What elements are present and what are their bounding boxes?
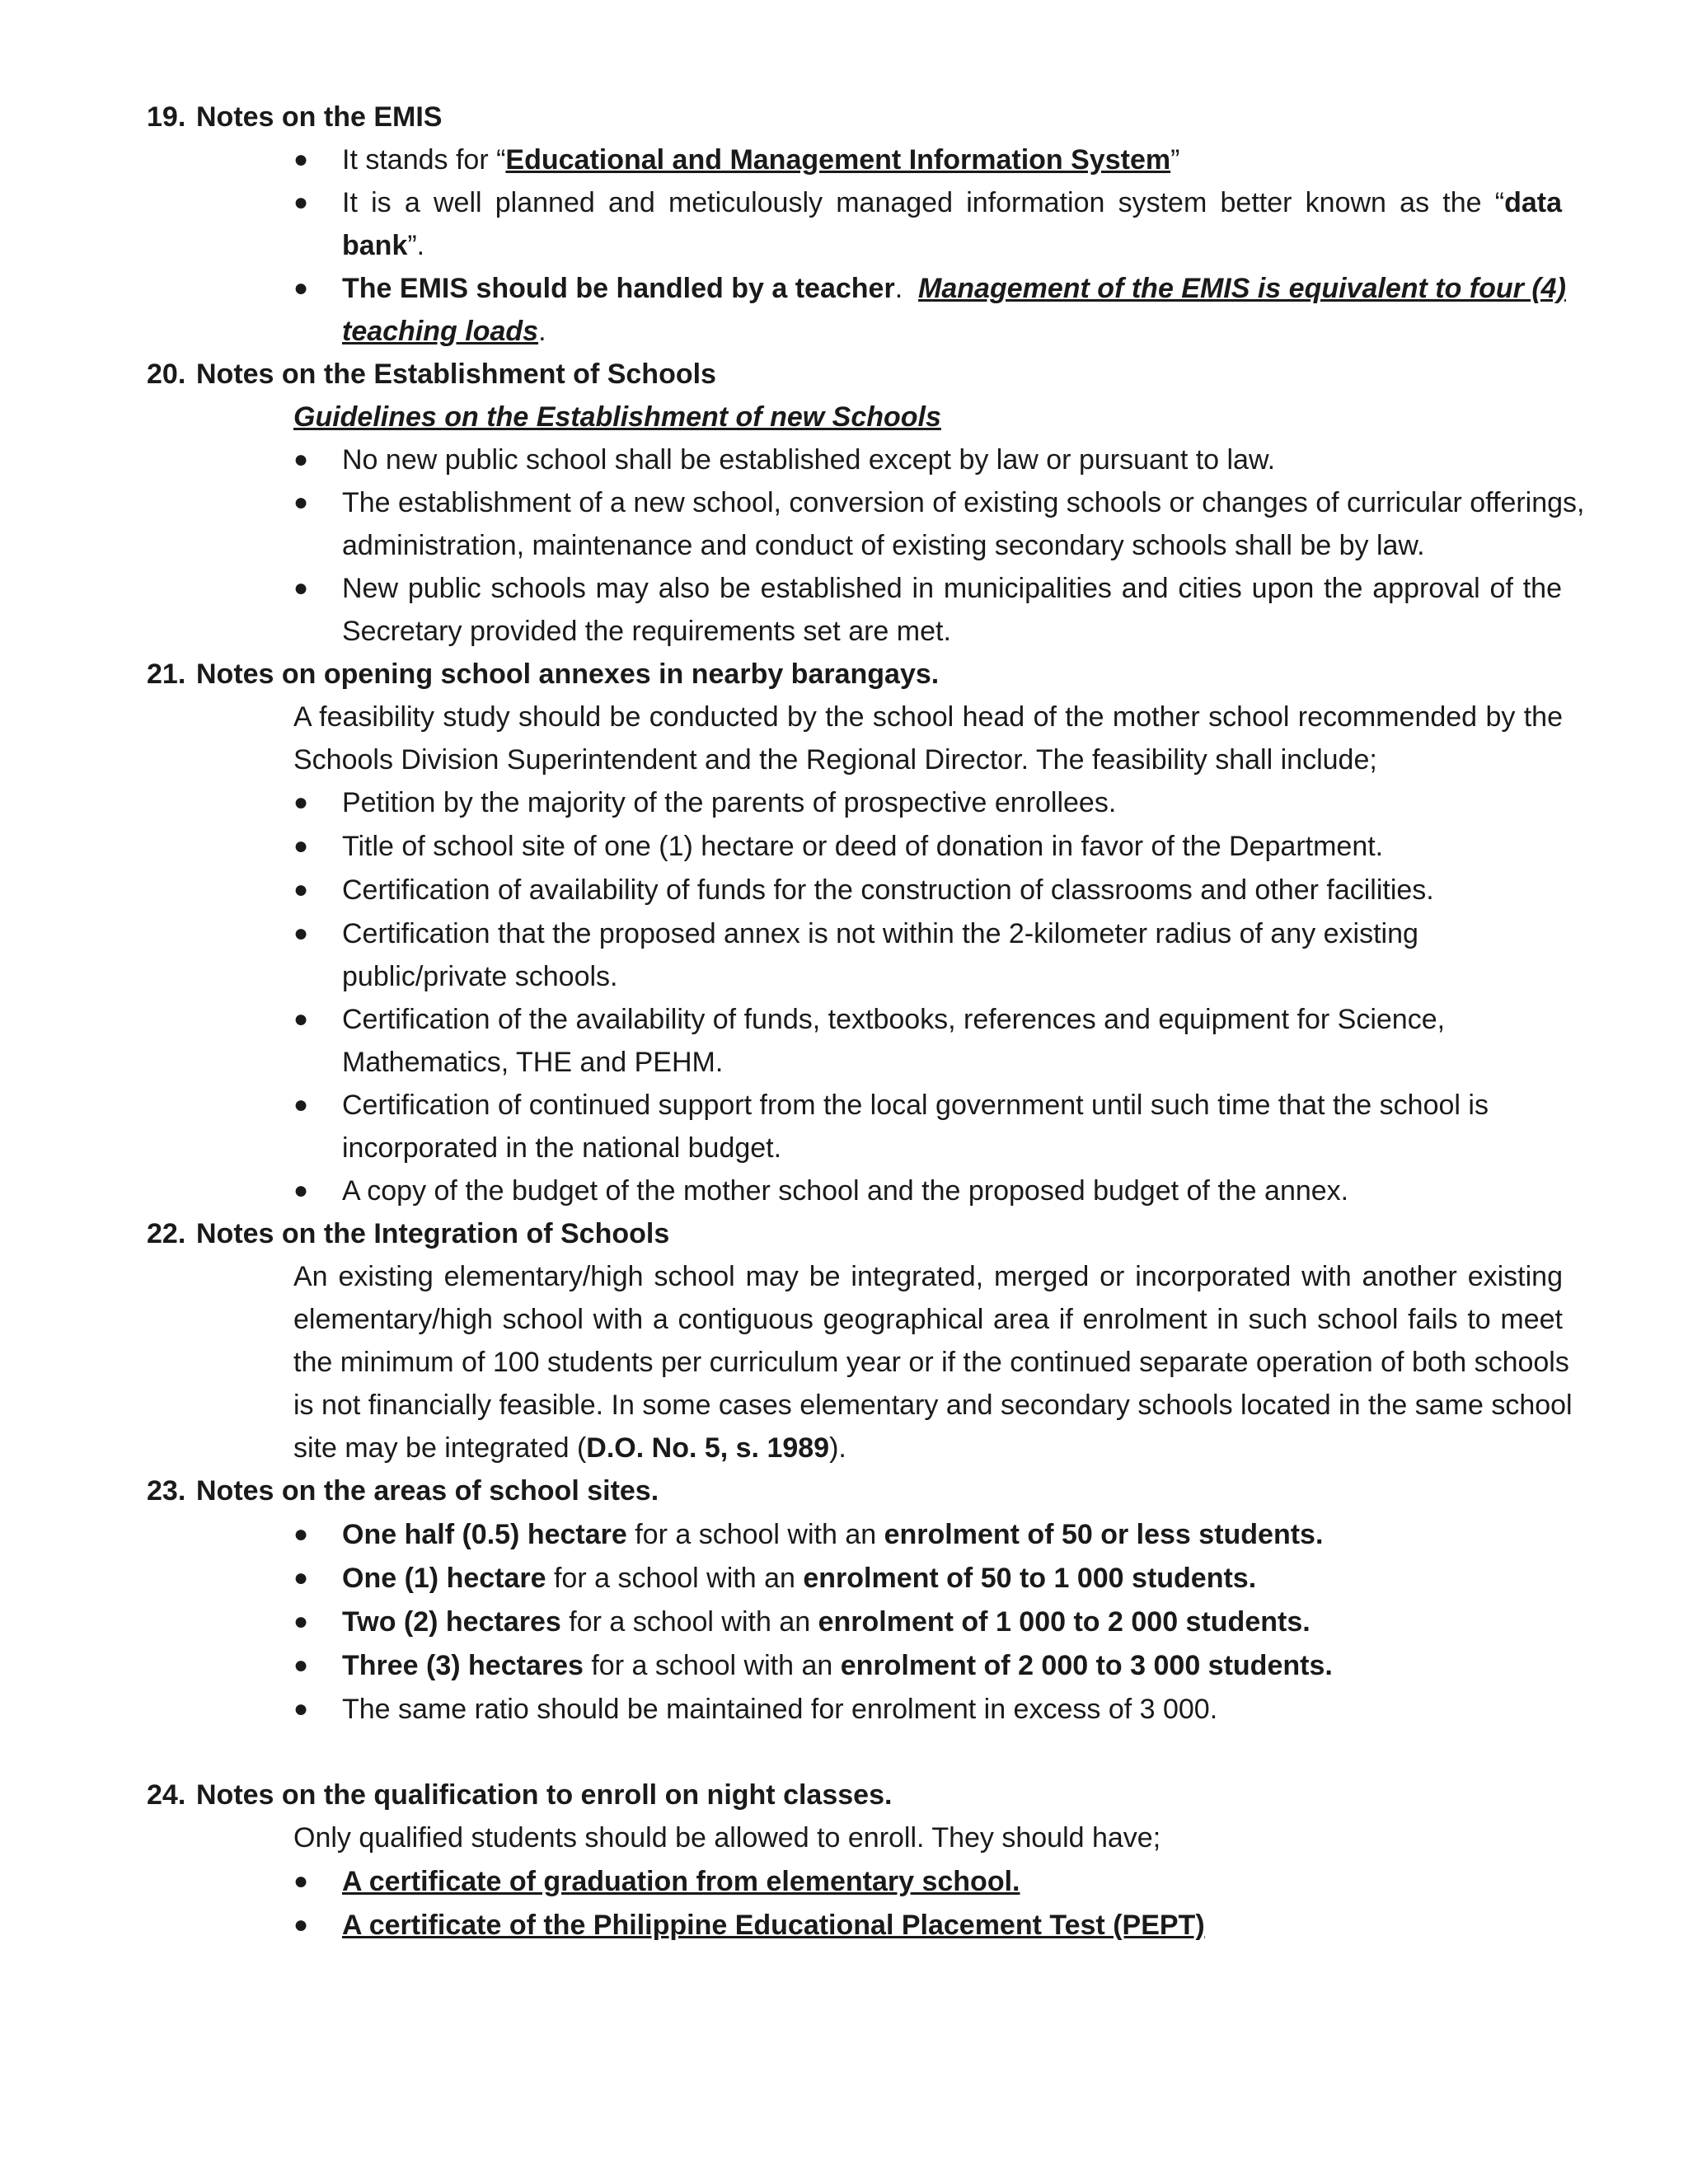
intro-text: Schools Division Superintendent and the Regional Director. The feasibility shall include; [293,744,1377,776]
list-item: One (1) hectare for a school with an enrolment of 50 to 1 000 students. [342,1563,1257,1594]
list-item: New public schools may also be established in municipalities and cities upon the approval of the [342,573,1562,604]
list-item-continuation: teaching loads. [342,316,546,347]
bullet-icon: ● [293,1521,309,1548]
paragraph-line: An existing elementary/high school may be integrated, merged or incorporated with another existing [293,1261,1563,1292]
intro-text: Only qualified students should be allowed to enroll. They should have; [293,1822,1161,1854]
section-21-heading: 21. Notes on opening school annexes in nearby barangays. [147,658,940,690]
list-item: Certification that the proposed annex is not within the 2-kilometer radius of any existing [342,918,1418,949]
list-item: It is a well planned and meticulously managed information system better known as the “data [342,187,1562,218]
list-item: Certification of availability of funds for the construction of classrooms and other facilities. [342,874,1434,906]
paragraph-line: site may be integrated (D.O. No. 5, s. 1989). [293,1432,846,1464]
bullet-icon: ● [293,146,309,173]
section-22-heading: 22. Notes on the Integration of Schools [147,1218,670,1249]
list-item-continuation: administration, maintenance and conduct of existing secondary schools shall be by law. [342,530,1425,561]
bullet-icon: ● [293,446,309,473]
section-20-heading: 20. Notes on the Establishment of Schools [147,359,716,390]
bullet-icon: ● [293,489,309,516]
list-item: Certification of the availability of funds, textbooks, references and equipment for Science, [342,1004,1446,1035]
section-19-heading: 19. Notes on the EMIS [147,101,443,133]
list-item: Certification of continued support from the local government until such time that the school is [342,1090,1489,1121]
list-item-continuation: Secretary provided the requirements set are met. [342,616,951,647]
bullet-icon: ● [293,1091,309,1118]
section-23-heading: 23. Notes on the areas of school sites. [147,1475,659,1507]
paragraph-line: is not financially feasible. In some cases elementary and secondary schools located in the same school [293,1390,1573,1421]
bullet-icon: ● [293,574,309,602]
list-item-continuation: public/private schools. [342,961,618,992]
list-item: No new public school shall be established except by law or pursuant to law. [342,444,1276,476]
bullet-icon: ● [293,1177,309,1204]
list-item: A certificate of graduation from elementary school. [342,1866,1020,1897]
list-item: The establishment of a new school, conversion of existing schools or changes of curricular offerings, [342,487,1585,518]
list-item: Two (2) hectares for a school with an enrolment of 1 000 to 2 000 students. [342,1606,1311,1638]
bullet-icon: ● [293,1911,309,1938]
bullet-icon: ● [293,274,309,302]
list-item: One half (0.5) hectare for a school with an enrolment of 50 or less students. [342,1519,1324,1550]
list-item: It stands for “Educational and Management Information System” [342,144,1180,176]
bullet-icon: ● [293,1652,309,1679]
paragraph-line: elementary/high school with a contiguous geographical area if enrolment in such school fails to meet [293,1304,1563,1335]
bullet-icon: ● [293,789,309,816]
bullet-icon: ● [293,1868,309,1895]
bullet-icon: ● [293,832,309,860]
list-item: Three (3) hectares for a school with an enrolment of 2 000 to 3 000 students. [342,1650,1333,1681]
bullet-icon: ● [293,1005,309,1033]
bullet-icon: ● [293,189,309,216]
section-24-heading: 24. Notes on the qualification to enroll on night classes. [147,1779,893,1811]
list-item: Petition by the majority of the parents of prospective enrollees. [342,787,1117,818]
intro-text: A feasibility study should be conducted by the school head of the mother school recommended by the [293,701,1563,733]
list-item: Title of school site of one (1) hectare or deed of donation in favor of the Department. [342,831,1384,862]
list-item: A certificate of the Philippine Educational Placement Test (PEPT) [342,1910,1205,1941]
bullet-icon: ● [293,1608,309,1635]
paragraph-line: the minimum of 100 students per curriculum year or if the continued separate operation of both schools [293,1347,1569,1378]
list-item-continuation: incorporated in the national budget. [342,1132,782,1164]
bullet-icon: ● [293,1564,309,1591]
list-item-continuation: bank”. [342,230,425,261]
list-item-continuation: Mathematics, THE and PEHM. [342,1047,724,1078]
bullet-icon: ● [293,920,309,947]
list-item: A copy of the budget of the mother school and the proposed budget of the annex. [342,1175,1349,1207]
list-item: The same ratio should be maintained for enrolment in excess of 3 000. [342,1694,1218,1725]
bullet-icon: ● [293,876,309,903]
subheading: Guidelines on the Establishment of new Schools [293,401,941,433]
list-item: The EMIS should be handled by a teacher. Management of the EMIS is equivalent to four (4) [342,273,1566,304]
bullet-icon: ● [293,1695,309,1722]
